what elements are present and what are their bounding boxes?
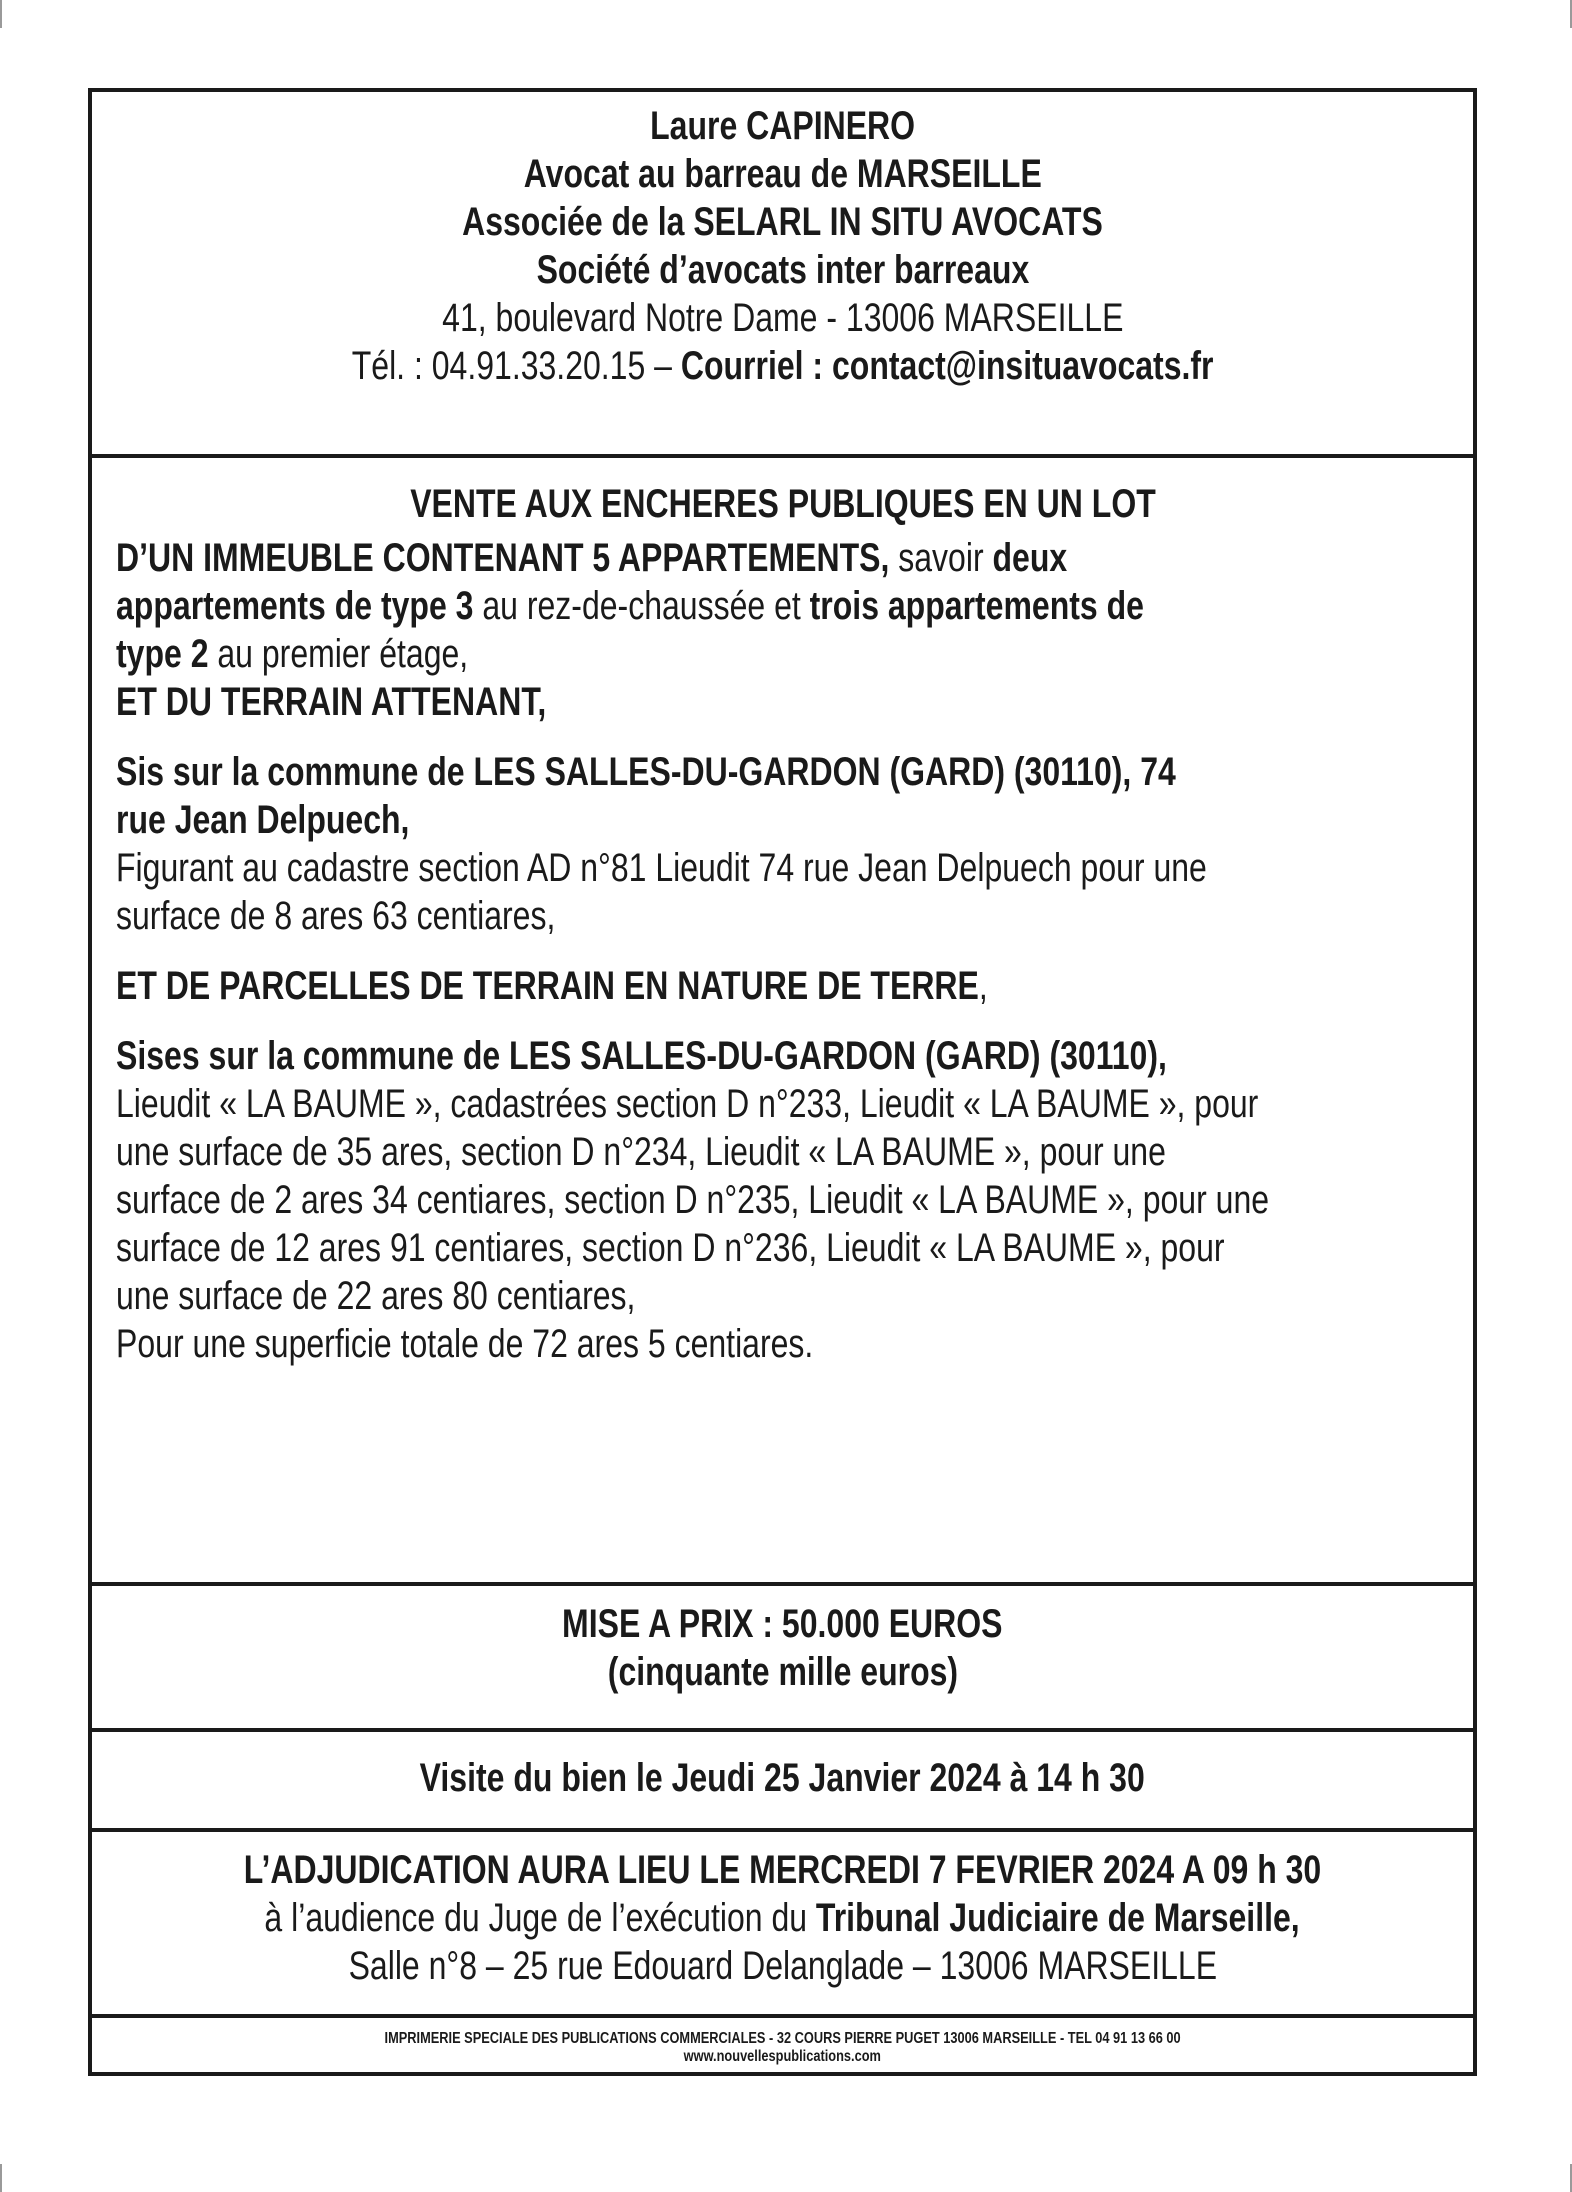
- site2-line-7: Pour une superficie totale de 72 ares 5 centiares.: [116, 1322, 814, 1366]
- crop-mark-top-left: [0, 0, 2, 28]
- starting-price: [92, 1586, 1473, 1732]
- lawyer-address: 41, boulevard Notre Dame - 13006 MARSEILLE: [441, 296, 1124, 340]
- visit-info: [92, 1732, 1473, 1832]
- parcels-heading: [116, 962, 988, 1010]
- sale-line-3-normal: au premier étage,: [208, 632, 469, 676]
- adjudication-line-2-bold: Tribunal Judiciaire de Marseille,: [816, 1896, 1301, 1940]
- price-line-1: MISE A PRIX : 50.000 EUROS: [562, 1602, 1003, 1646]
- sale-line-1-bold2: deux: [992, 536, 1068, 580]
- email-text: Courriel : contact@insituavocats.fr: [680, 344, 1214, 388]
- site2-line-2: Lieudit « LA BAUME », cadastrées section D n°233, Lieudit « LA BAUME », pour: [116, 1082, 1259, 1126]
- sale-line-2: [116, 582, 1144, 630]
- printer-website: www.nouvellespublications.com: [683, 2048, 882, 2065]
- price-line-2: (cinquante mille euros): [607, 1650, 958, 1694]
- company-type: Société d’avocats inter barreaux: [536, 248, 1029, 292]
- adjudication-line-2: [265, 1894, 1300, 1942]
- sale-line-4: ET DU TERRAIN ATTENANT,: [116, 680, 547, 724]
- parcels-heading-tail: ,: [978, 964, 988, 1008]
- sale-line-3-bold: type 2: [116, 632, 209, 676]
- printer-footer: [92, 2018, 1473, 2066]
- visit-line: Visite du bien le Jeudi 25 Janvier 2024 à 14 h 30: [419, 1756, 1146, 1800]
- sale-line-2-bold2: trois appartements de: [809, 584, 1144, 628]
- lawyer-header: [92, 92, 1473, 458]
- lawyer-title: Avocat au barreau de MARSEILLE: [523, 152, 1042, 196]
- legal-notice-frame: [88, 88, 1477, 2076]
- site2-line-5: surface de 12 ares 91 centiares, section D n°236, Lieudit « LA BAUME », pour: [116, 1226, 1225, 1270]
- site1-line-4: surface de 8 ares 63 centiares,: [116, 894, 556, 938]
- sale-line-1: [116, 534, 1067, 582]
- adjudication-line-3: Salle n°8 – 25 rue Edouard Delanglade – 13006 MARSEILLE: [348, 1944, 1217, 1988]
- lawyer-contact: [352, 342, 1214, 390]
- adjudication-info: [92, 1832, 1473, 2018]
- phone-text: Tél. : 04.91.33.20.15 –: [351, 344, 681, 388]
- sale-line-1-bold: D’UN IMMEUBLE CONTENANT 5 APPARTEMENTS,: [116, 536, 890, 580]
- sale-heading: VENTE AUX ENCHERES PUBLIQUES EN UN LOT: [409, 482, 1156, 526]
- site2-line-1: Sises sur la commune de LES SALLES-DU-GARDON (GARD) (30110),: [116, 1034, 1167, 1078]
- sale-line-2-bold: appartements de type 3: [116, 584, 474, 628]
- site2-line-3: une surface de 35 ares, section D n°234, Lieudit « LA BAUME », pour une: [116, 1130, 1166, 1174]
- parcels-heading-bold: ET DE PARCELLES DE TERRAIN EN NATURE DE TERRE: [116, 964, 979, 1008]
- lawyer-name: Laure CAPINERO: [650, 104, 915, 148]
- crop-mark-bottom-left: [0, 2164, 2, 2192]
- printer-info: IMPRIMERIE SPECIALE DES PUBLICATIONS COMMERCIALES - 32 COURS PIERRE PUGET 13006 MARSEILLE - TEL 04 91 13 66 00: [384, 2030, 1181, 2047]
- site2-line-6: une surface de 22 ares 80 centiares,: [116, 1274, 636, 1318]
- site1-line-3: Figurant au cadastre section AD n°81 Lieudit 74 rue Jean Delpuech pour une: [116, 846, 1207, 890]
- sale-line-3: [116, 630, 468, 678]
- sale-line-1-normal: savoir: [889, 536, 993, 580]
- sale-line-2-normal: au rez-de-chaussée et: [473, 584, 810, 628]
- sale-description: [92, 458, 1473, 1586]
- site1-line-2: rue Jean Delpuech,: [116, 798, 410, 842]
- site1-line-1: Sis sur la commune de LES SALLES-DU-GARDON (GARD) (30110), 74: [116, 750, 1176, 794]
- lawyer-association: Associée de la SELARL IN SITU AVOCATS: [462, 200, 1103, 244]
- adjudication-line-1: L’ADJUDICATION AURA LIEU LE MERCREDI 7 FEVRIER 2024 A 09 h 30: [243, 1848, 1322, 1892]
- adjudication-line-2-normal: à l’audience du Juge de l’exécution du: [264, 1896, 817, 1940]
- site2-line-4: surface de 2 ares 34 centiares, section D n°235, Lieudit « LA BAUME », pour une: [116, 1178, 1270, 1222]
